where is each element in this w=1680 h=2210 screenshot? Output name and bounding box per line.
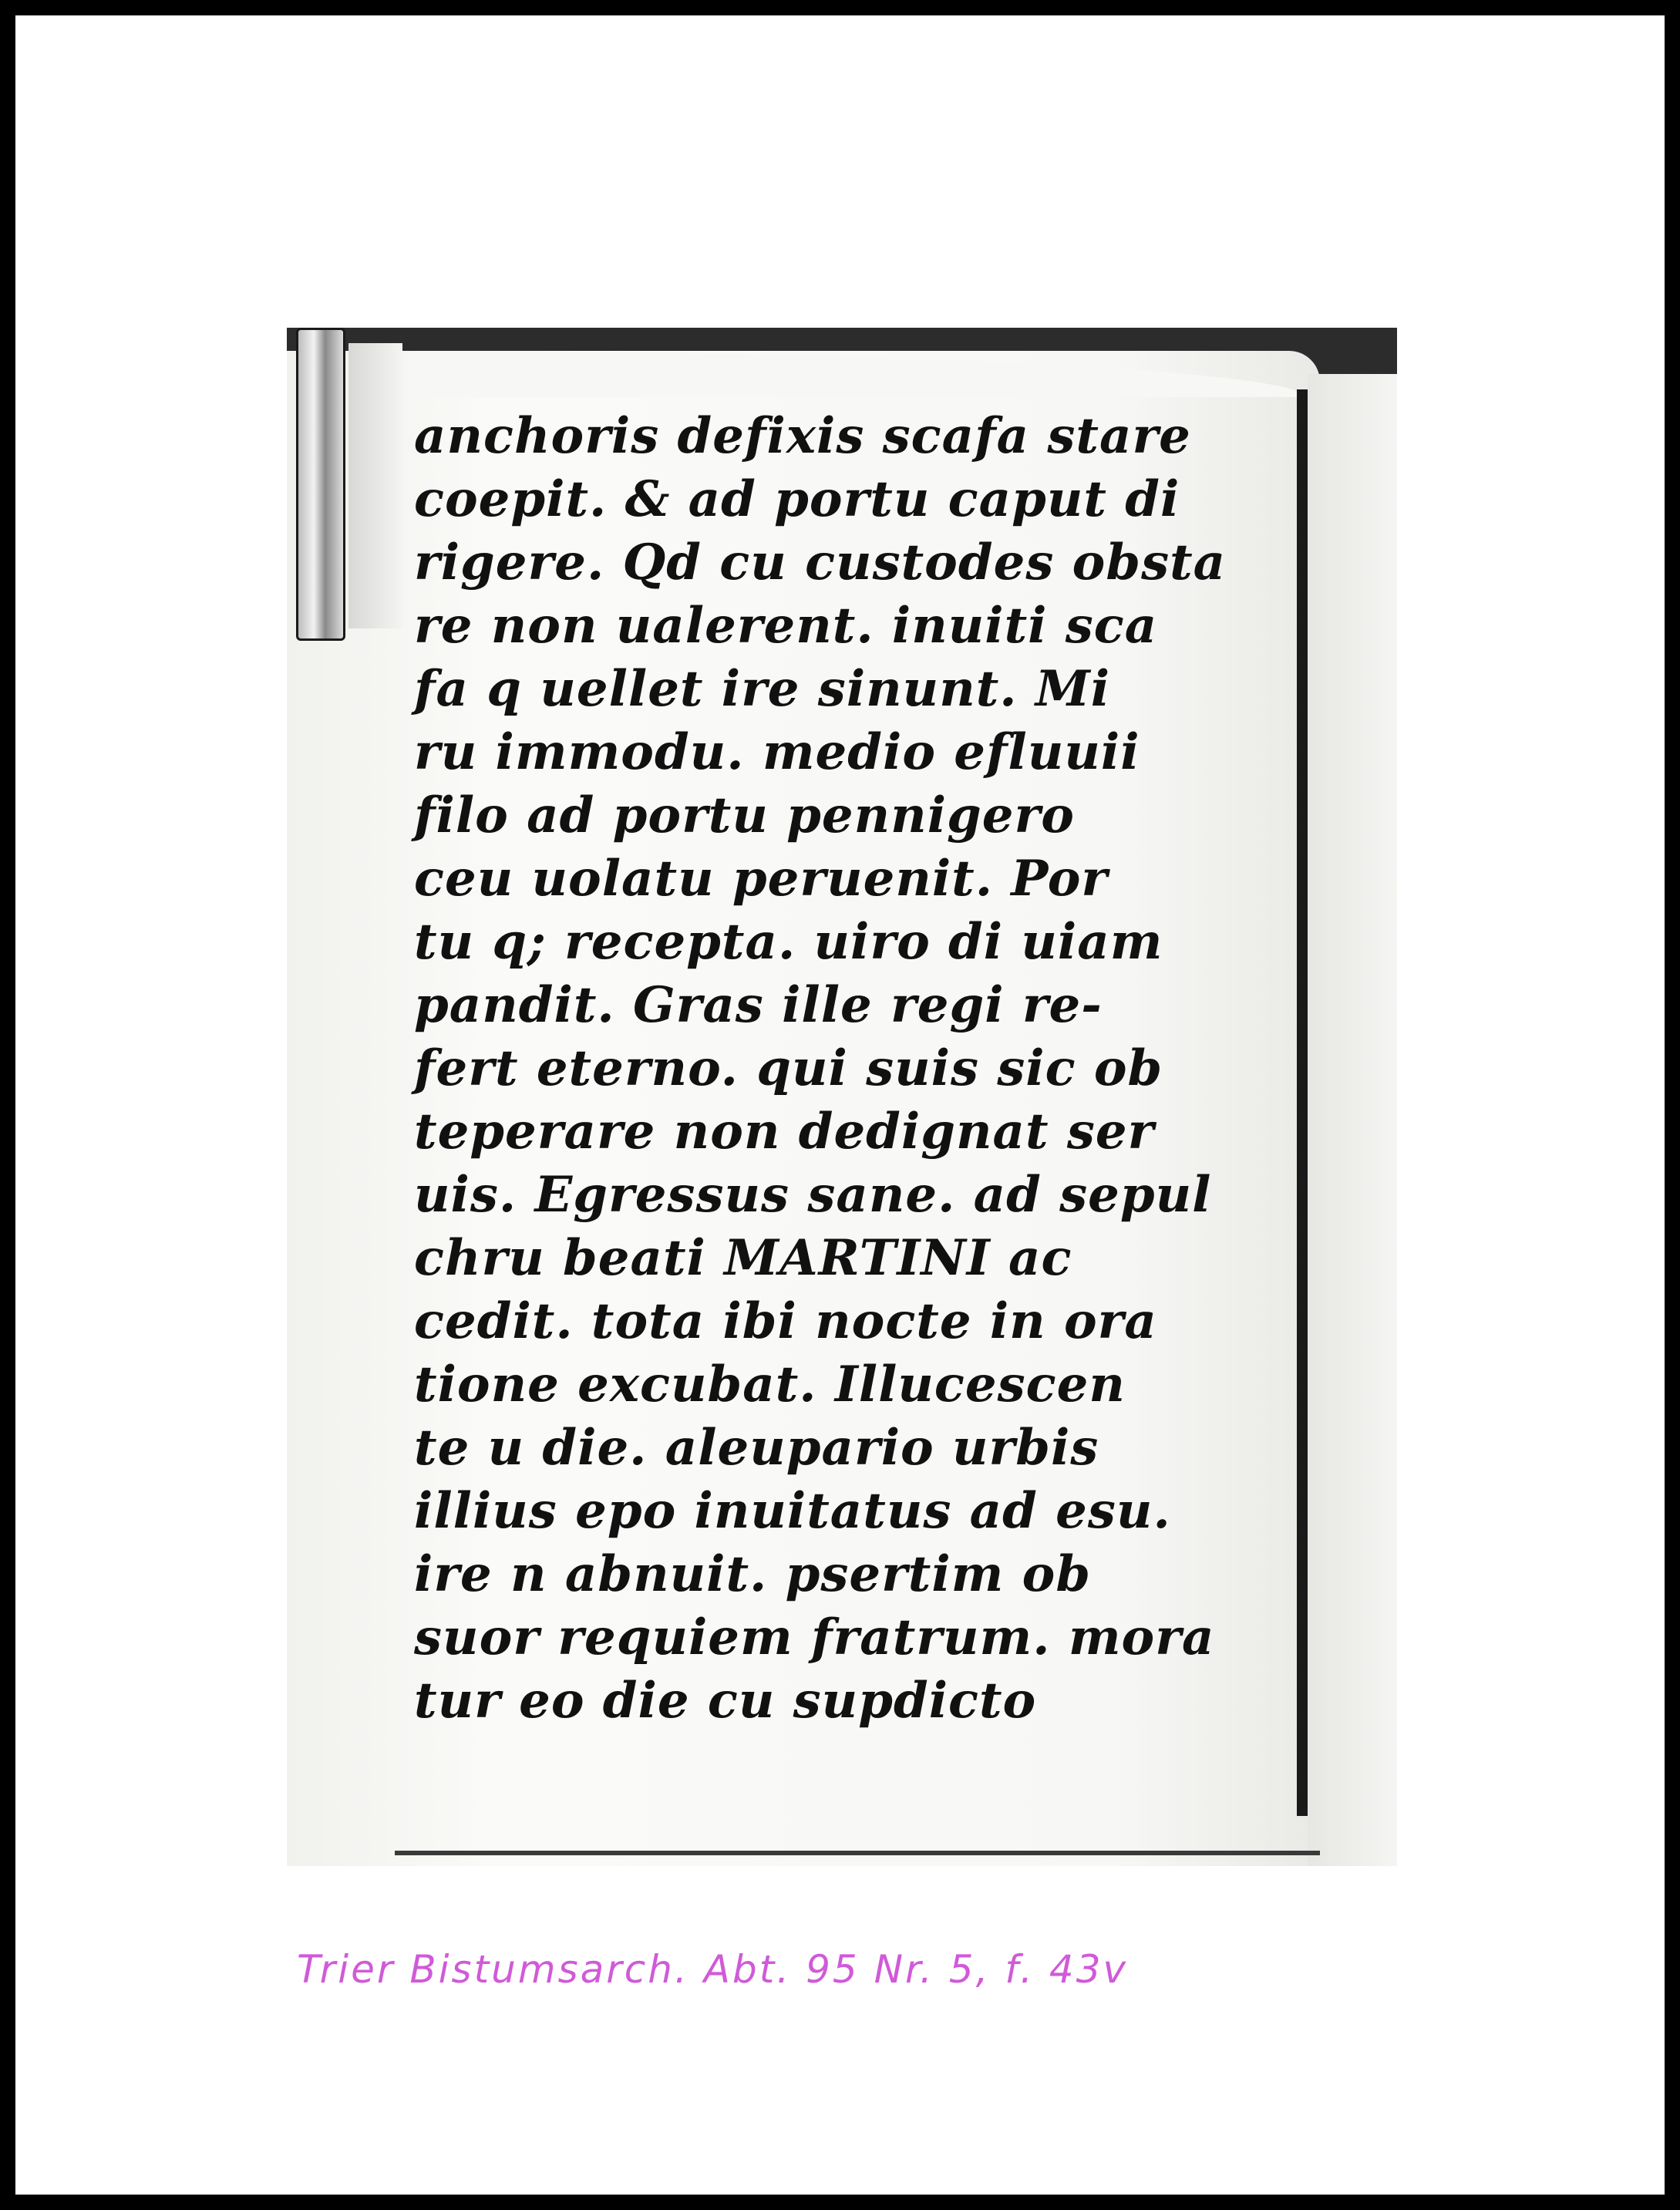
- text-line: coepit. & ad portu caput di: [414, 470, 1180, 528]
- text-line: ire n abnuit. psertim ob: [414, 1545, 1092, 1603]
- manuscript-text: [414, 405, 1293, 1733]
- facing-page-edge: [1308, 374, 1397, 1866]
- text-line: suor requiem fratrum. mora: [414, 1609, 1215, 1666]
- text-line: te u die. aleupario urbis: [414, 1419, 1099, 1477]
- text-line: tur eo die cu supdicto: [414, 1672, 1037, 1730]
- archive-annotation: Trier Bistumsarch. Abt. 95 Nr. 5, f. 43v: [297, 1947, 1129, 1992]
- manuscript-photograph: [287, 328, 1397, 1866]
- text-line: filo ad portu pennigero: [414, 787, 1075, 844]
- text-line: uis. Egressus sane. ad sepul: [414, 1166, 1212, 1224]
- page-bottom-edge: [395, 1851, 1320, 1855]
- text-line: cedit. tota ibi nocte in ora: [414, 1292, 1157, 1350]
- text-line: chru beati MARTINI ac: [414, 1229, 1072, 1287]
- clasp-shadow: [348, 343, 402, 628]
- text-line: fa q uellet ire sinunt. Mi: [414, 660, 1110, 718]
- text-line: tione excubat. Illucescen: [414, 1356, 1126, 1413]
- text-line: ru immodu. medio efluuii: [414, 723, 1140, 781]
- text-line: ceu uolatu peruenit. Por: [414, 850, 1109, 908]
- text-line: anchoris defixis scafa stare: [414, 407, 1191, 465]
- metal-clasp: [296, 328, 345, 641]
- binding-gutter: [1297, 389, 1308, 1816]
- text-line: rigere. Qd cu custodes obsta: [414, 534, 1227, 591]
- page-curl: [418, 351, 1305, 397]
- text-line: tu q; recepta. uiro di uiam: [414, 913, 1163, 971]
- text-line: re non ualerent. inuiti sca: [414, 597, 1158, 655]
- text-line: fert eterno. qui suis sic ob: [414, 1039, 1163, 1097]
- text-line: pandit. Gras ille regi re-: [414, 976, 1103, 1034]
- text-line: teperare non dedignat ser: [414, 1103, 1155, 1161]
- text-line: illius epo inuitatus ad esu.: [414, 1482, 1171, 1540]
